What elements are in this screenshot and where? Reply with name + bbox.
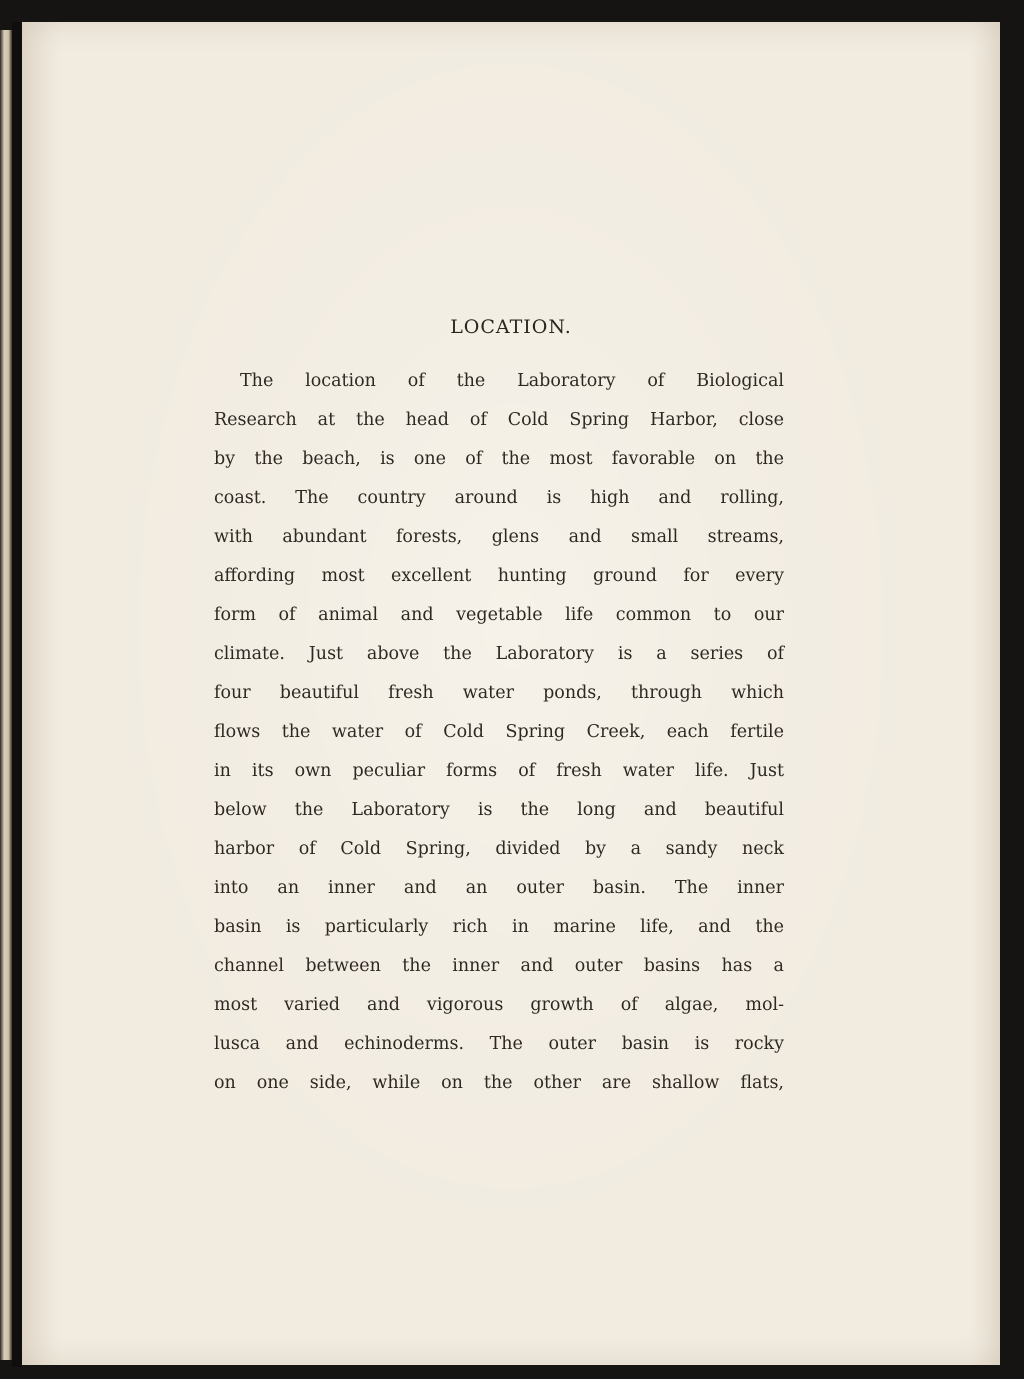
body-paragraph [214,362,784,1103]
text-line: Research at the head of Cold Spring Harbor, close [214,410,784,430]
text-line: by the beach, is one of the most favorable on the [214,449,784,469]
text-line: four beautiful fresh water ponds, through which [214,683,784,703]
book-page [22,22,1000,1365]
text-line: into an inner and an outer basin. The inner [214,878,784,898]
text-line: The location of the Laboratory of Biological [240,371,784,391]
text-line: on one side, while on the other are shallow flats, [214,1073,784,1093]
text-line: below the Laboratory is the long and beautiful [214,800,784,820]
text-line: flows the water of Cold Spring Creek, each fertile [214,722,784,742]
text-line: form of animal and vegetable life common to our [214,605,784,625]
text-line: in its own peculiar forms of fresh water life. Just [214,761,784,781]
text-line: lusca and echinoderms. The outer basin is rocky [214,1034,784,1054]
text-line: harbor of Cold Spring, divided by a sandy neck [214,839,784,859]
text-line: channel between the inner and outer basins has a [214,956,784,976]
text-line: climate. Just above the Laboratory is a series of [214,644,784,664]
text-line: coast. The country around is high and rolling, [214,488,784,508]
facing-page-edge [0,30,12,1360]
text-line: most varied and vigorous growth of algae, mol- [214,995,784,1015]
text-line: with abundant forests, glens and small streams, [214,527,784,547]
text-line: affording most excellent hunting ground for every [214,566,784,586]
section-heading: LOCATION. [450,316,572,338]
binding-gutter [12,22,22,1367]
text-line: basin is particularly rich in marine life, and the [214,917,784,937]
